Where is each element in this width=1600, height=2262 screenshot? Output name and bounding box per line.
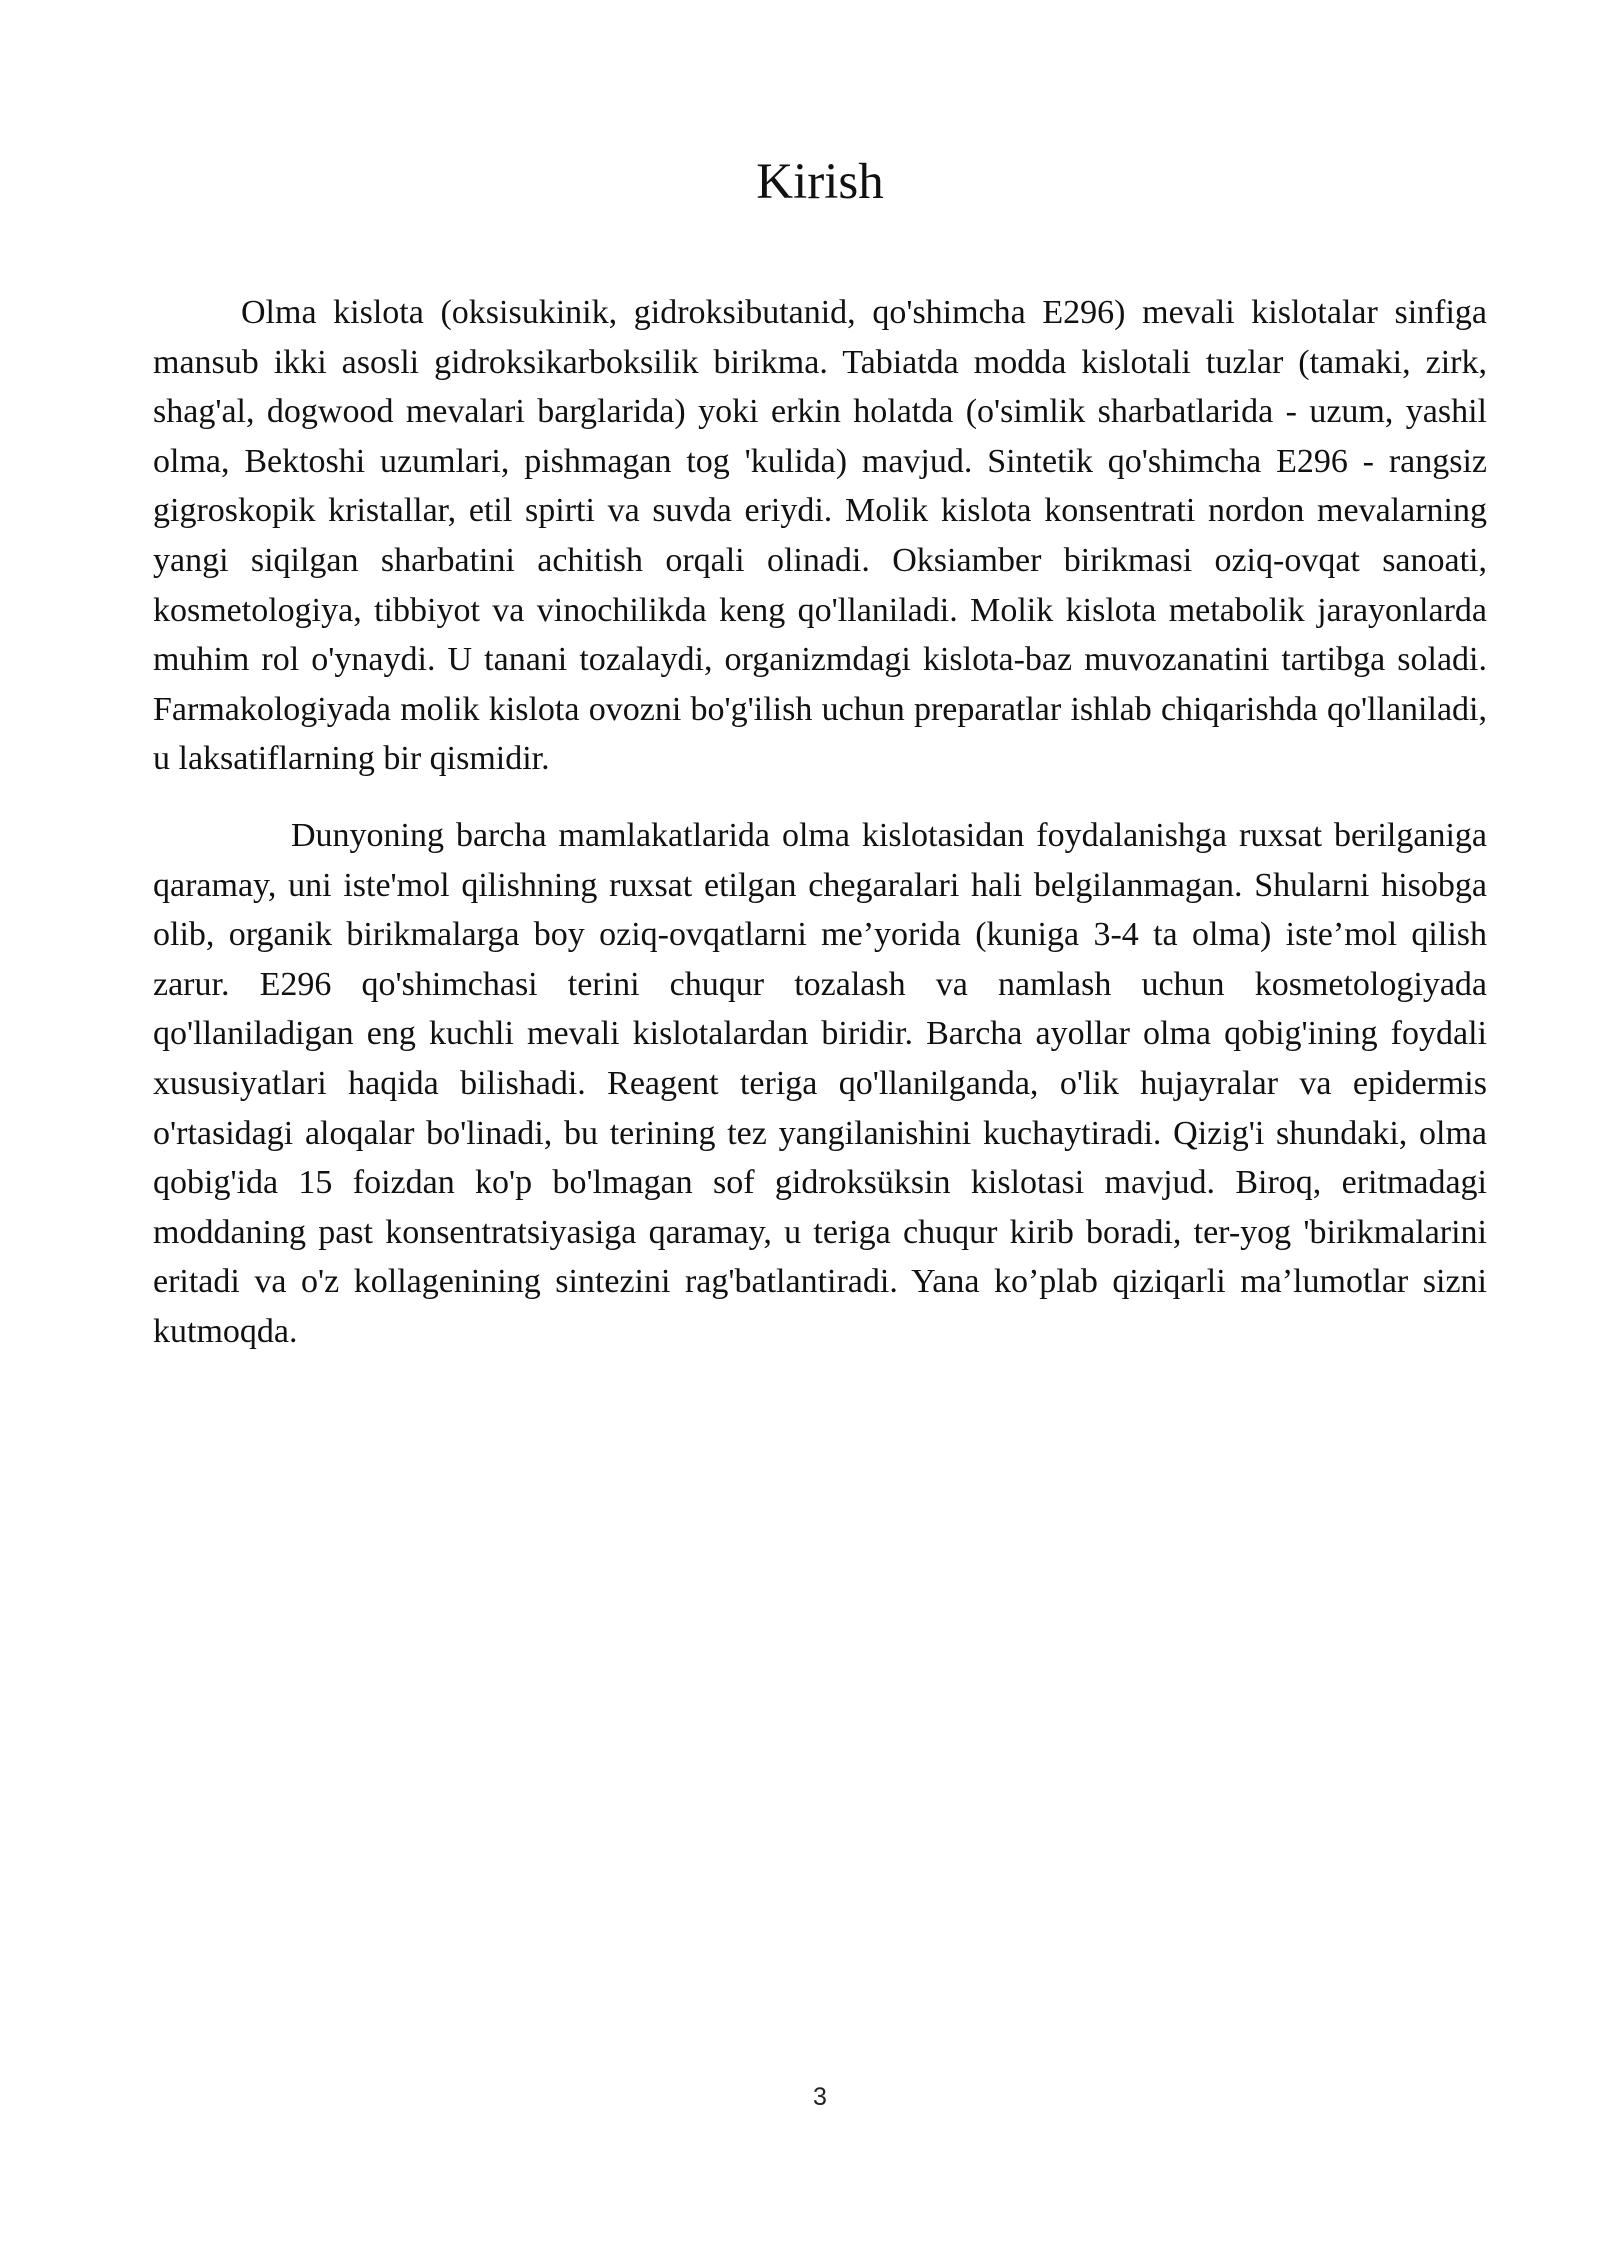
paragraph-second: Dunyoning barcha mamlakatlarida olma kislotasidan foydalanishga ruxsat berilganiga qaramay, uni iste'mol qilishning ruxsat etilgan chegaralari hali belgilanmagan. Shularni hisobga olib, organik birikmalarga boy oziq-ovqatlarni me’yorida (kuniga 3-4 ta olma) iste’mol qilish zarur. E296 qo'shimchasi terini chuqur tozalash va namlash uchun kosmetologiyada qo'llaniladigan eng kuchli mevali kislotalardan biridir. Barcha ayollar olma qobig'ining foydali xususiyatlari haqida bilishadi. Reagent teriga qo'llanilganda, o'lik hujayralar va epidermis o'rtasidagi aloqalar bo'linadi, bu terining tez yangilanishini kuchaytiradi. Qizig'i shundaki, olma qobig'ida 15 foizdan ko'p bo'lmagan sof gidroksüksin kislotasi mavjud. Biroq, eritmadagi moddaning past konsentratsiyasiga qaramay, u teriga chuqur kirib boradi, ter-yog 'birikmalarini eritadi va o'z kollagenining sintezini rag'batlantiradi. Yana ko’plab qiziqarli ma’lumotlar sizni kutmoqda. — [153, 816, 1487, 1350]
page-title: Kirish — [756, 154, 884, 210]
paragraph-intro: Olma kislota (oksisukinik, gidroksibutanid, qo'shimcha E296) mevali kislotalar sinfiga mansub ikki asosli gidroksikarboksilik birikma. Tabiatda modda kislotali tuzlar (tamaki, zirk, shag'al, dogwood mevalari barglarida) yoki erkin holatda (o'simlik sharbatlarida - uzum, yashil olma, Bektoshi uzumlari, pishmagan tog 'kulida) mavjud. Sintetik qo'shimcha E296 - rangsiz gigroskopik kristallar, etil spirti va suvda eriydi. Molik kislota konsentrati nordon mevalarning yangi siqilgan sharbatini achitish orqali olinadi. Oksiamber birikmasi oziq-ovqat sanoati, kosmetologiya, tibbiyot va vinochilikda keng qo'llaniladi. Molik kislota metabolik jarayonlarda muhim rol o'ynaydi. U tanani tozalaydi, organizmdagi kislota-baz muvozanatini tartibga soladi. Farmakologiyada molik kislota ovozni bo'g'ilish uchun preparatlar ishlab chiqarishda qo'llaniladi, u laksatiflarning bir qismidir. — [153, 294, 1487, 778]
body-text — [153, 288, 1487, 1356]
page-number: 3 — [813, 2083, 827, 2111]
